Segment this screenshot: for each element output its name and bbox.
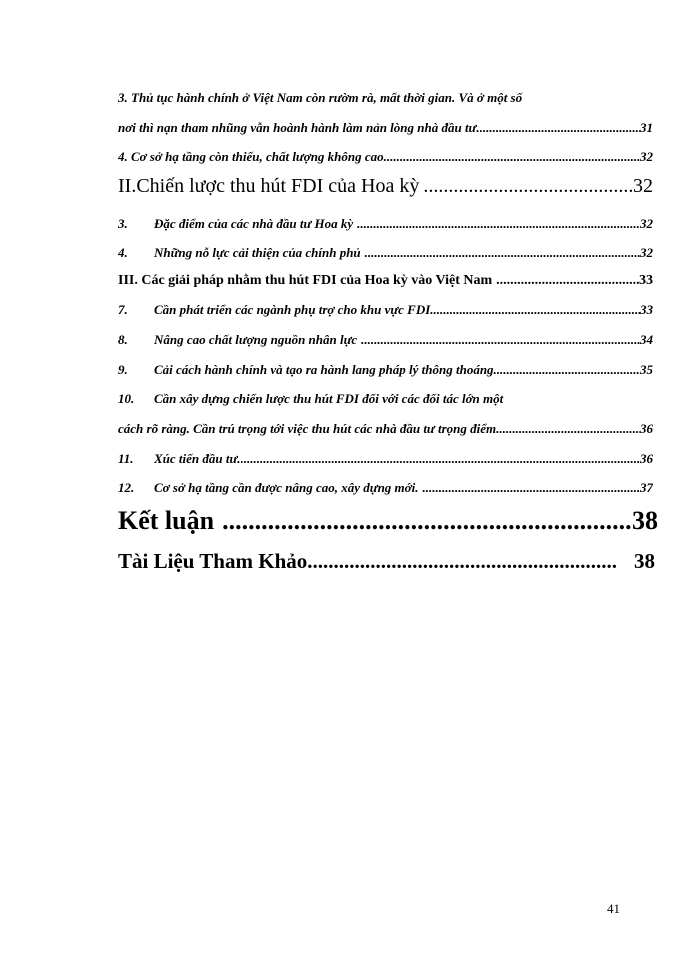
toc-item-4-title: 4. Cơ sở hạ tầng còn thiếu, chất lượng không cao. (118, 149, 387, 164)
toc-sub-b-title: Những nỗ lực cải thiện của chính phủ (154, 245, 361, 260)
toc-sub-a-num: 3. (118, 216, 128, 231)
toc-leader-dots (307, 549, 616, 574)
toc-leader-dots (361, 245, 640, 261)
toc-solution-12-title: Cơ sở hạ tầng cần được nâng cao, xây dựng mới. (154, 480, 419, 495)
toc-solution-11-title: Xúc tiến đầu tư. (154, 451, 241, 466)
toc-leader-dots (419, 480, 640, 496)
toc-leader-dots (492, 273, 639, 289)
toc-solution-11[interactable] (118, 451, 653, 467)
toc-solution-10-text-2: cách rõ ràng. Cần trú trọng tới việc thu hút các nhà đầu tư trọng điểm (118, 421, 497, 436)
toc-item-4[interactable] (118, 149, 653, 165)
toc-leader-dots (480, 120, 640, 136)
toc-conclusion-title: Kết luận (118, 506, 215, 535)
toc-solution-7-page: 33 (640, 302, 653, 317)
toc-solution-11-num: 11. (118, 451, 134, 466)
toc-solution-8-title: Nâng cao chất lượng nguồn nhân lực (154, 332, 358, 347)
toc-leader-dots (496, 421, 640, 437)
toc-sub-b[interactable] (118, 245, 653, 261)
toc-solution-10-num: 10. (118, 391, 135, 406)
toc-solution-8[interactable] (118, 332, 653, 348)
toc-solution-8-page: 34 (640, 332, 653, 347)
toc-solution-9[interactable] (118, 362, 653, 378)
toc-sub-a[interactable] (118, 216, 653, 232)
toc-leader-dots (241, 451, 640, 467)
toc-section-ii-title: II.Chiến lược thu hút FDI của Hoa kỳ (118, 175, 420, 197)
toc-conclusion[interactable] (118, 506, 658, 536)
toc-sub-a-title: Đặc điểm của các nhà đầu tư Hoa kỳ (154, 216, 354, 231)
toc-solution-10-line2[interactable] (118, 421, 653, 437)
toc-solution-9-page: 35 (640, 362, 653, 377)
toc-leader-dots (430, 302, 640, 318)
toc-leader-dots (387, 149, 640, 165)
toc-solution-12[interactable] (118, 480, 653, 496)
toc-leader-dots (357, 332, 640, 348)
toc-section-iii-title: III. Các giải pháp nhằm thu hút FDI của Hoa kỳ vào Việt Nam (118, 273, 493, 288)
toc-solution-12-num: 12. (118, 480, 135, 495)
toc-item-3-line2[interactable] (118, 120, 653, 136)
toc-leader-dots (353, 216, 640, 232)
toc-sub-b-page: 32 (640, 245, 653, 260)
toc-conclusion-page: 38 (632, 506, 658, 535)
toc-item-4-page: 32 (640, 149, 653, 164)
toc-references-page: 38 (634, 549, 655, 573)
toc-solution-7-num: 7. (118, 302, 128, 317)
toc-leader-dots (497, 362, 640, 378)
toc-sub-a-page: 32 (640, 216, 653, 231)
toc-sub-b-num: 4. (118, 245, 128, 260)
toc-solution-12-page: 37 (640, 480, 653, 495)
toc-section-iii[interactable] (118, 273, 653, 289)
toc-solution-10-page: 36 (640, 421, 653, 436)
toc-leader-dots (214, 506, 632, 536)
toc-references[interactable] (118, 549, 655, 574)
toc-solution-9-title: Cải cách hành chính và tạo ra hành lang pháp lý thông thoáng. (154, 362, 497, 377)
toc-item-3-line1[interactable] (118, 90, 653, 106)
toc-solution-10-line1[interactable] (118, 391, 653, 407)
toc-solution-7[interactable] (118, 302, 653, 318)
toc-solution-11-page: 36 (640, 451, 653, 466)
toc-section-ii[interactable] (118, 175, 653, 198)
toc-solution-10-text-1: Cần xây dựng chiến lược thu hút FDI đối với các đối tác lớn một (154, 391, 504, 406)
toc-references-title: Tài Liệu Tham Khảo (118, 549, 308, 573)
toc-solution-8-num: 8. (118, 332, 128, 347)
toc-leader-dots (419, 175, 633, 198)
toc-solution-7-title: Cần phát triển các ngành phụ trợ cho khu vực FDI (154, 302, 431, 317)
toc-item-3-text-2: nơi thì nạn tham nhũng vẫn hoành hành làm nản lòng nhà đầu tư. (118, 120, 480, 135)
toc-section-iii-page: 33 (639, 273, 653, 288)
toc-item-3-page: 31 (640, 120, 653, 135)
page-number: 41 (607, 901, 620, 916)
toc-solution-9-num: 9. (118, 362, 128, 377)
toc-item-3-text-1: 3. Thủ tục hành chính ở Việt Nam còn rườm rà, mất thời gian. Và ở một số (118, 90, 523, 105)
toc-section-ii-page: 32 (633, 175, 653, 197)
